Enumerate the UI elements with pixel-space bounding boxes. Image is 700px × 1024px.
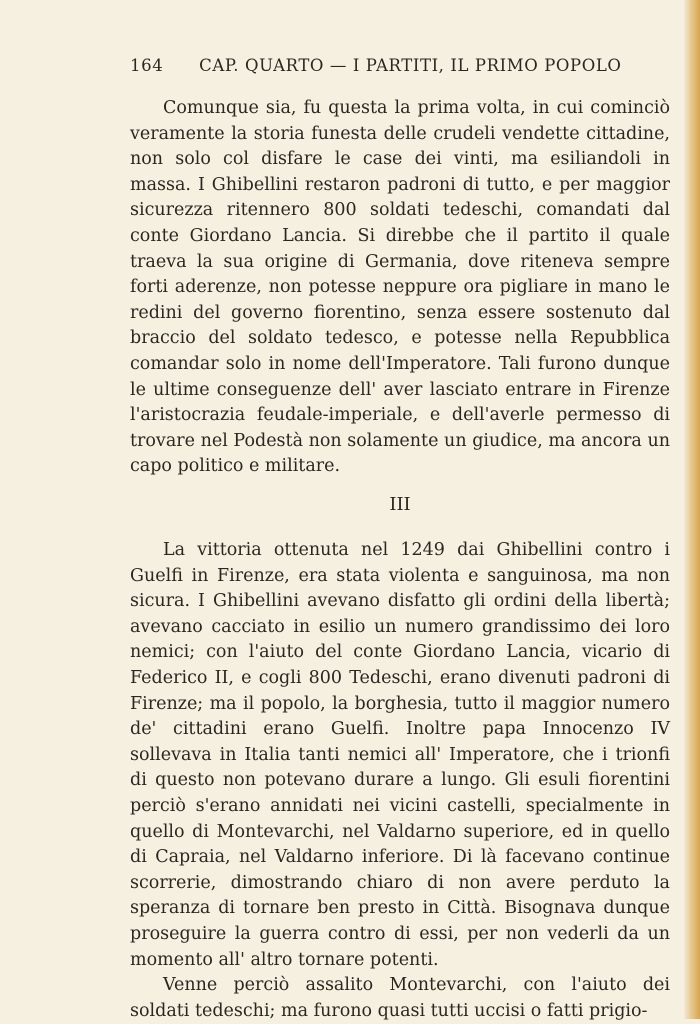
paragraph: La vittoria ottenuta nel 1249 dai Ghibellini contro i Guelfi in Firenze, era stata violenta e sanguinosa, ma non sicura. I Ghibellini avevano disfatto gli ordini della libertà; avevano cacciato in esilio un numero grandissimo dei loro nemici; con l'aiuto del conte Giordano Lancia, vicario di Federico II, e cogli 800 Tedeschi, erano divenuti padroni di Firenze; ma il popolo, la borghesia, tutto il maggior numero de' cittadini erano Guelfi. Inoltre papa Innocenzo IV sollevava in Italia tanti nemici all' Imperatore, che i trionfi di questo non potevano durare a lungo. Gli esuli fiorentini perciò s'erano annidati nei vicini castelli, specialmente in quello di Montevarchi, nel Valdarno superiore, ed in quello di Capraia, nel Valdarno inferiore. Di là facevano continue scorrerie, dimostrando chiaro di non avere perduto la speranza di tornare ben presto in Città. Bisognava dunque proseguire la guerra contro di essi, per non vederli da un momento all' altro tornare potenti.	[130, 540, 670, 970]
paragraph: Venne perciò assalito Montevarchi, con l'aiuto dei soldati tedeschi; ma furono quasi tutti uccisi o fatti prigio-	[130, 975, 670, 1021]
running-title: CAP. QUARTO — I PARTITI, IL PRIMO POPOLO	[199, 56, 622, 75]
section-number: III	[389, 494, 411, 515]
text-block-top	[130, 96, 670, 480]
running-header	[130, 56, 670, 75]
page-number: 164	[130, 56, 164, 75]
paragraph: Comunque sia, fu questa la prima volta, in cui cominciò veramente la storia funesta delle crudeli vendette cittadine, non solo col disfare le case dei vinti, ma esiliandoli in massa. I Ghibellini restaron padroni di tutto, e per maggior sicurezza ritennero 800 soldati tedeschi, comandati dal conte Giordano Lancia. Si direbbe che il partito il quale traeva la sua origine di Germania, dove riteneva sempre forti aderenze, non potesse neppure ora pigliare in mano le redini del governo fiorentino, senza essere sostenuto dal braccio del soldato tedesco, e potesse nella Repubblica comandar solo in nome dell'Imperatore. Tali furono dunque le ultime conseguenze dell' aver lasciato entrare in Firenze l'aristocrazia feudale-imperiale, e dell'averle permesso di trovare nel Podestà non solamente un giudice, ma ancora un capo politico e militare.	[130, 98, 670, 477]
text-block-bottom	[130, 538, 670, 1024]
page-edge	[684, 0, 700, 1019]
